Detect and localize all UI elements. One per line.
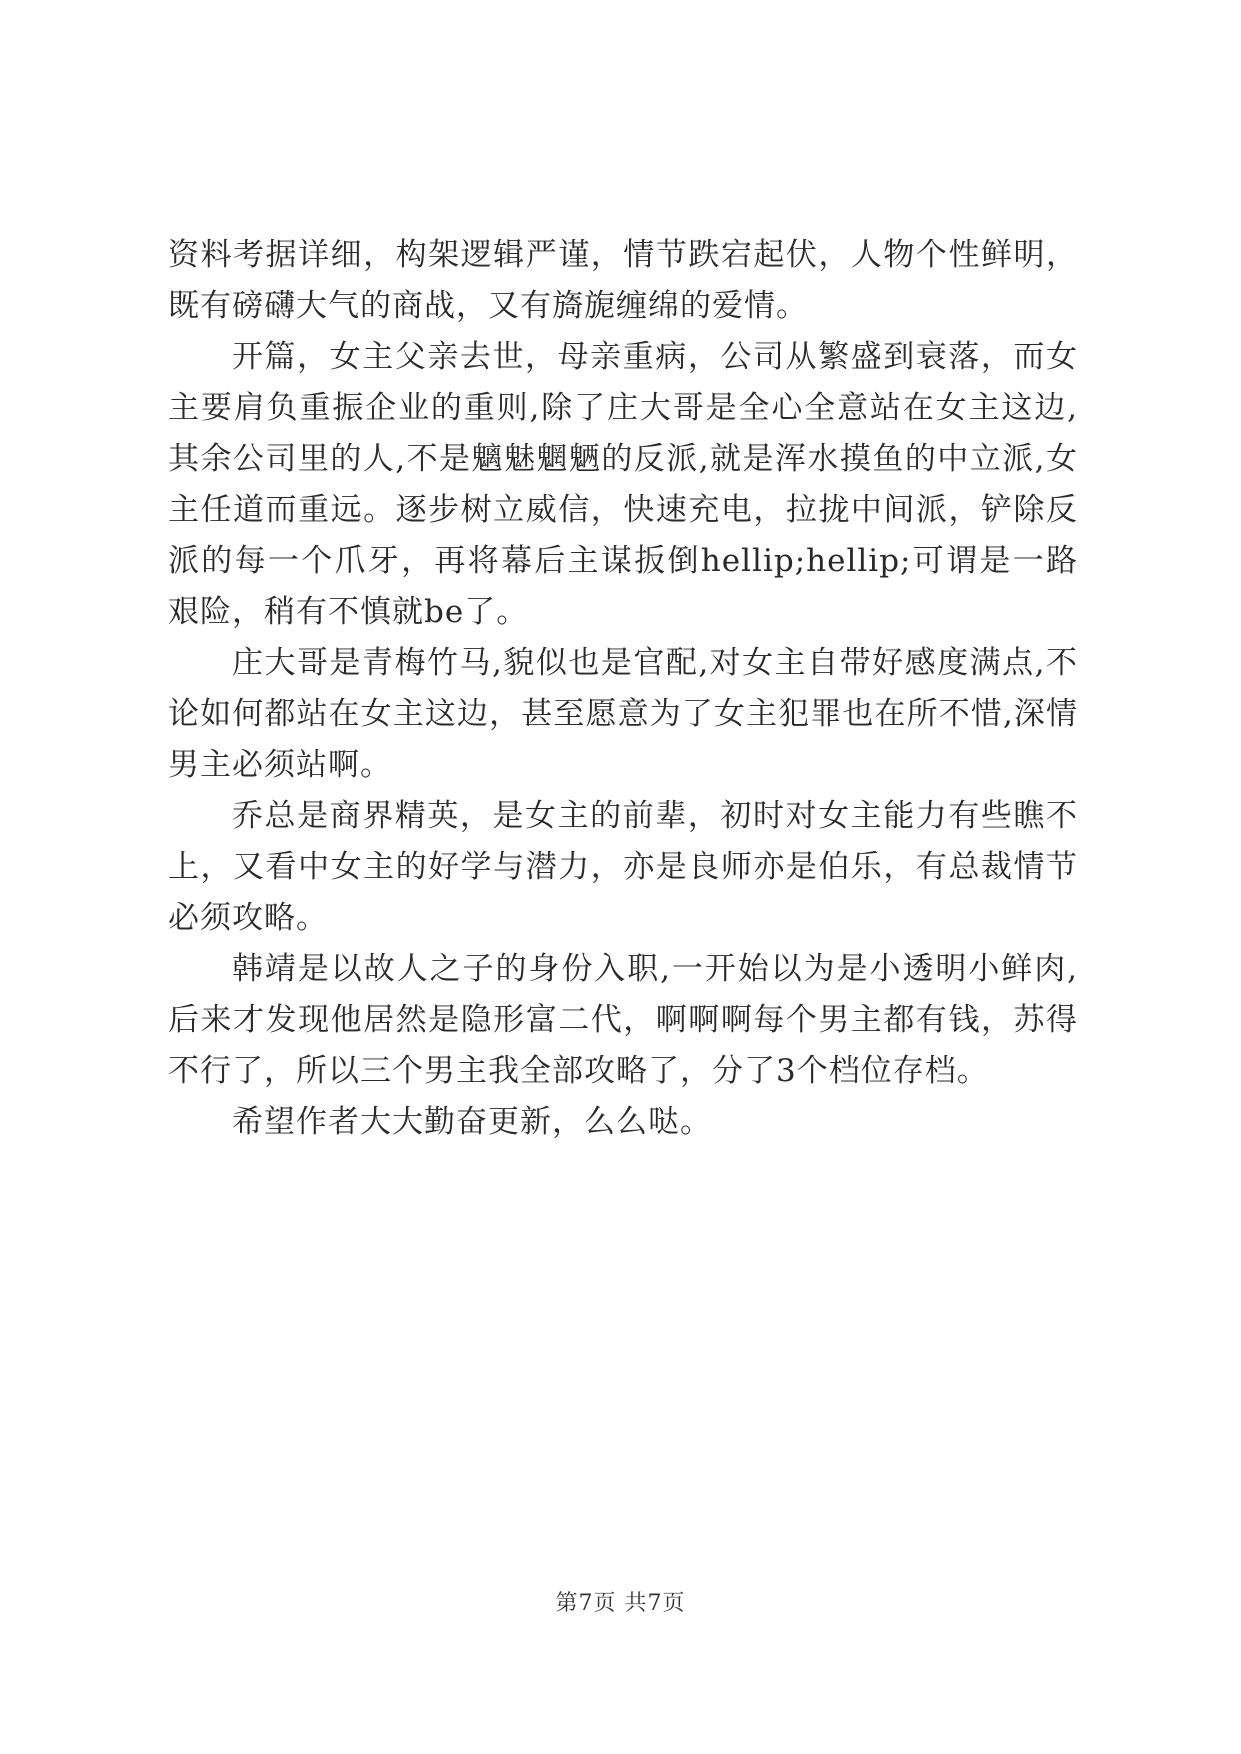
paragraph-5: 韩靖是以故人之子的身份入职,一开始以为是小透明小鲜肉,后来才发现他居然是隐形富二代，啊啊啊每个男主都有钱，苏得不行了，所以三个男主我全部攻略了，分了3个档位存档。 (168, 951, 1078, 1089)
paragraph-3: 庄大哥是青梅竹马,貌似也是官配,对女主自带好感度满点,不论如何都站在女主这边，甚至愿意为了女主犯罪也在所不惜,深情男主必须站啊。 (168, 645, 1078, 783)
paragraph-1: 资料考据详细，构架逻辑严谨，情节跌宕起伏，人物个性鲜明，既有磅礴大气的商战，又有旖旎缠绵的爱情。 (168, 237, 1078, 324)
paragraph-4: 乔总是商界精英，是女主的前辈，初时对女主能力有些瞧不上，又看中女主的好学与潜力，亦是良师亦是伯乐，有总裁情节必须攻略。 (168, 798, 1078, 936)
document-body (168, 230, 1078, 1148)
paragraph-6: 希望作者大大勤奋更新，么么哒。 (232, 1104, 712, 1140)
page-number-footer: 第7页 共7页 (555, 1591, 686, 1616)
paragraph-2: 开篇，女主父亲去世，母亲重病，公司从繁盛到衰落，而女主要肩负重振企业的重则,除了庄大哥是全心全意站在女主这边,其余公司里的人,不是魑魅魍魉的反派,就是浑水摸鱼的中立派,女主任道而重远。逐步树立威信，快速充电，拉拢中间派，铲除反派的每一个爪牙，再将幕后主谋扳倒hellip;hellip;可谓是一路艰险，稍有不慎就be了。 (168, 339, 1078, 630)
